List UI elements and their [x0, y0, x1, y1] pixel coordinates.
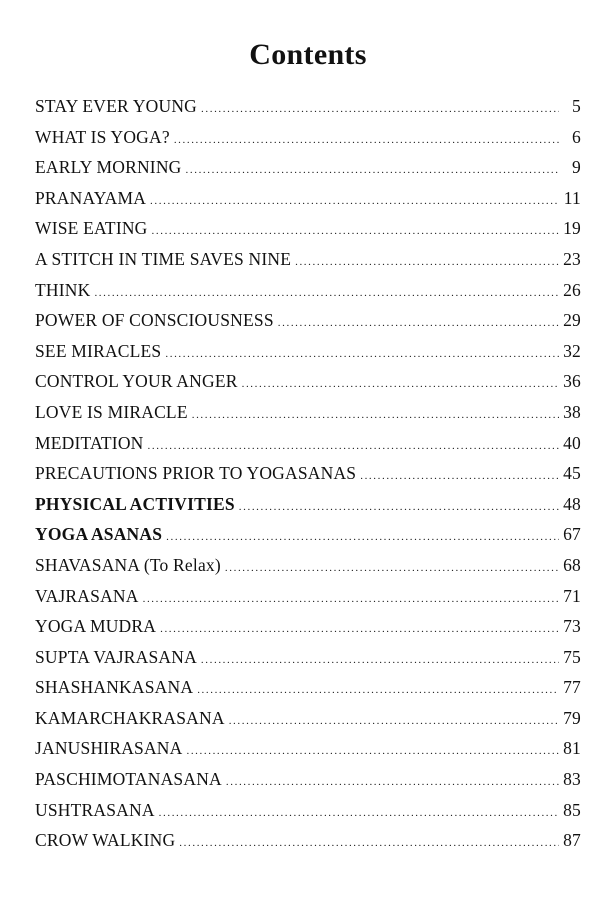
dot-leader: [179, 837, 559, 849]
dot-leader: [148, 440, 560, 452]
toc-entry: [35, 310, 581, 341]
toc-entry-page: 32: [563, 340, 581, 361]
toc-entry-page: 73: [563, 616, 581, 637]
dot-leader: [295, 256, 559, 268]
dot-leader: [94, 287, 559, 299]
toc-entry-title: POWER OF CONSCIOUSNESS: [35, 310, 274, 331]
toc-entry-page: 5: [572, 96, 581, 116]
toc-entry-page: 6: [572, 126, 581, 147]
toc-entry-page: 23: [563, 248, 581, 269]
toc-entry-page: 85: [563, 799, 581, 820]
toc-entry: [35, 96, 581, 127]
toc-entry: [35, 157, 581, 188]
dot-leader: [143, 593, 559, 605]
toc-entry: [35, 280, 581, 311]
dot-leader: [226, 776, 559, 788]
dot-leader: [225, 562, 559, 574]
toc-entry-page: 11: [563, 187, 581, 208]
toc-entry-page: 77: [563, 677, 581, 698]
toc-entry-title: PRANAYAMA: [35, 187, 147, 208]
toc-entry: [35, 371, 581, 402]
dot-leader: [186, 745, 559, 757]
toc-entry-title: YOGA MUDRA: [35, 616, 157, 637]
toc-entry-title: USHTRASANA: [35, 799, 155, 820]
dot-leader: [174, 134, 559, 146]
dot-leader: [239, 501, 559, 513]
toc-entry: [35, 524, 581, 555]
toc-entry-page: 87: [563, 830, 581, 851]
toc-entry: [35, 555, 581, 586]
toc-entry: [35, 616, 581, 647]
toc-entry-title: EARLY MORNING: [35, 157, 182, 178]
dot-leader: [165, 348, 559, 360]
toc-entry: [35, 341, 581, 372]
toc-entry: [35, 494, 581, 525]
toc-entry: [35, 218, 581, 249]
toc-entry-title: MEDITATION: [35, 432, 144, 453]
toc-entry-page: 67: [563, 524, 581, 545]
toc-entry-page: 75: [563, 646, 581, 667]
toc-entry-title: PASCHIMOTANASANA: [35, 769, 222, 790]
toc-entry-title: A STITCH IN TIME SAVES NINE: [35, 248, 292, 269]
toc-entry-page: 38: [563, 401, 581, 422]
dot-leader: [192, 409, 559, 421]
toc-entry: [35, 463, 581, 494]
toc-entry: [35, 188, 581, 219]
toc-entry-title: PRECAUTIONS PRIOR TO YOGASANAS: [35, 463, 357, 484]
toc-entry-page: 48: [563, 493, 581, 514]
toc-entry: [35, 677, 581, 708]
toc-entry-title: WISE EATING: [35, 218, 148, 239]
toc-entry-page: 9: [572, 157, 581, 178]
toc-entry-page: 83: [563, 769, 581, 790]
toc-entry-title: PHYSICAL ACTIVITIES: [35, 493, 235, 514]
toc-entry-page: 40: [563, 432, 581, 453]
toc-entry-title: SUPTA VAJRASANA: [35, 646, 197, 667]
toc-entry-title: VAJRASANA: [35, 585, 139, 606]
dot-leader: [160, 623, 559, 635]
toc-entry-title: CONTROL YOUR ANGER: [35, 371, 238, 392]
dot-leader: [159, 807, 559, 819]
dot-leader: [242, 378, 559, 390]
dot-leader: [229, 715, 559, 727]
toc-entry: [35, 708, 581, 739]
toc-entry: [35, 800, 581, 831]
dot-leader: [360, 470, 559, 482]
toc-entry-title: CROW WALKING: [35, 830, 176, 851]
dot-leader: [166, 531, 559, 543]
toc-entry-title: YOGA ASANAS: [35, 524, 163, 545]
toc-entry-page: 26: [563, 279, 581, 300]
toc-entry-page: 79: [563, 707, 581, 728]
toc-entry-page: 71: [563, 585, 581, 606]
toc-entry-title: LOVE IS MIRACLE: [35, 401, 188, 422]
toc-entry-title: THINK: [35, 279, 91, 300]
toc-entry-title: SEE MIRACLES: [35, 340, 162, 361]
toc-entry-title: JANUSHIRASANA: [35, 738, 183, 759]
toc-entry-title: STAY EVER YOUNG: [35, 96, 198, 116]
toc-entry: [35, 127, 581, 158]
page-title: Contents: [249, 38, 367, 71]
toc-entry-title: SHAVASANA (To Relax): [35, 554, 221, 575]
toc-entry-title: KAMARCHAKRASANA: [35, 707, 225, 728]
dot-leader: [201, 654, 559, 666]
dot-leader: [152, 225, 559, 237]
toc-entry: [35, 738, 581, 769]
toc-entry-title: WHAT IS YOGA?: [35, 126, 170, 147]
dot-leader: [278, 317, 559, 329]
toc-entry-page: 45: [563, 463, 581, 484]
dot-leader: [201, 103, 559, 115]
dot-leader: [186, 164, 559, 176]
toc-entry: [35, 402, 581, 433]
toc-entry-page: 29: [563, 310, 581, 331]
dot-leader: [150, 195, 559, 207]
toc-entry: [35, 647, 581, 678]
dot-leader: [197, 684, 559, 696]
toc-entry-page: 19: [563, 218, 581, 239]
toc-entry: [35, 586, 581, 617]
toc-entry-page: 68: [563, 554, 581, 575]
toc-entry: [35, 433, 581, 464]
table-of-contents: [35, 96, 581, 861]
toc-entry-page: 81: [563, 738, 581, 759]
toc-entry: [35, 769, 581, 800]
toc-entry-page: 36: [563, 371, 581, 392]
toc-entry: [35, 249, 581, 280]
toc-entry: [35, 830, 581, 861]
toc-entry-title: SHASHANKASANA: [35, 677, 194, 698]
